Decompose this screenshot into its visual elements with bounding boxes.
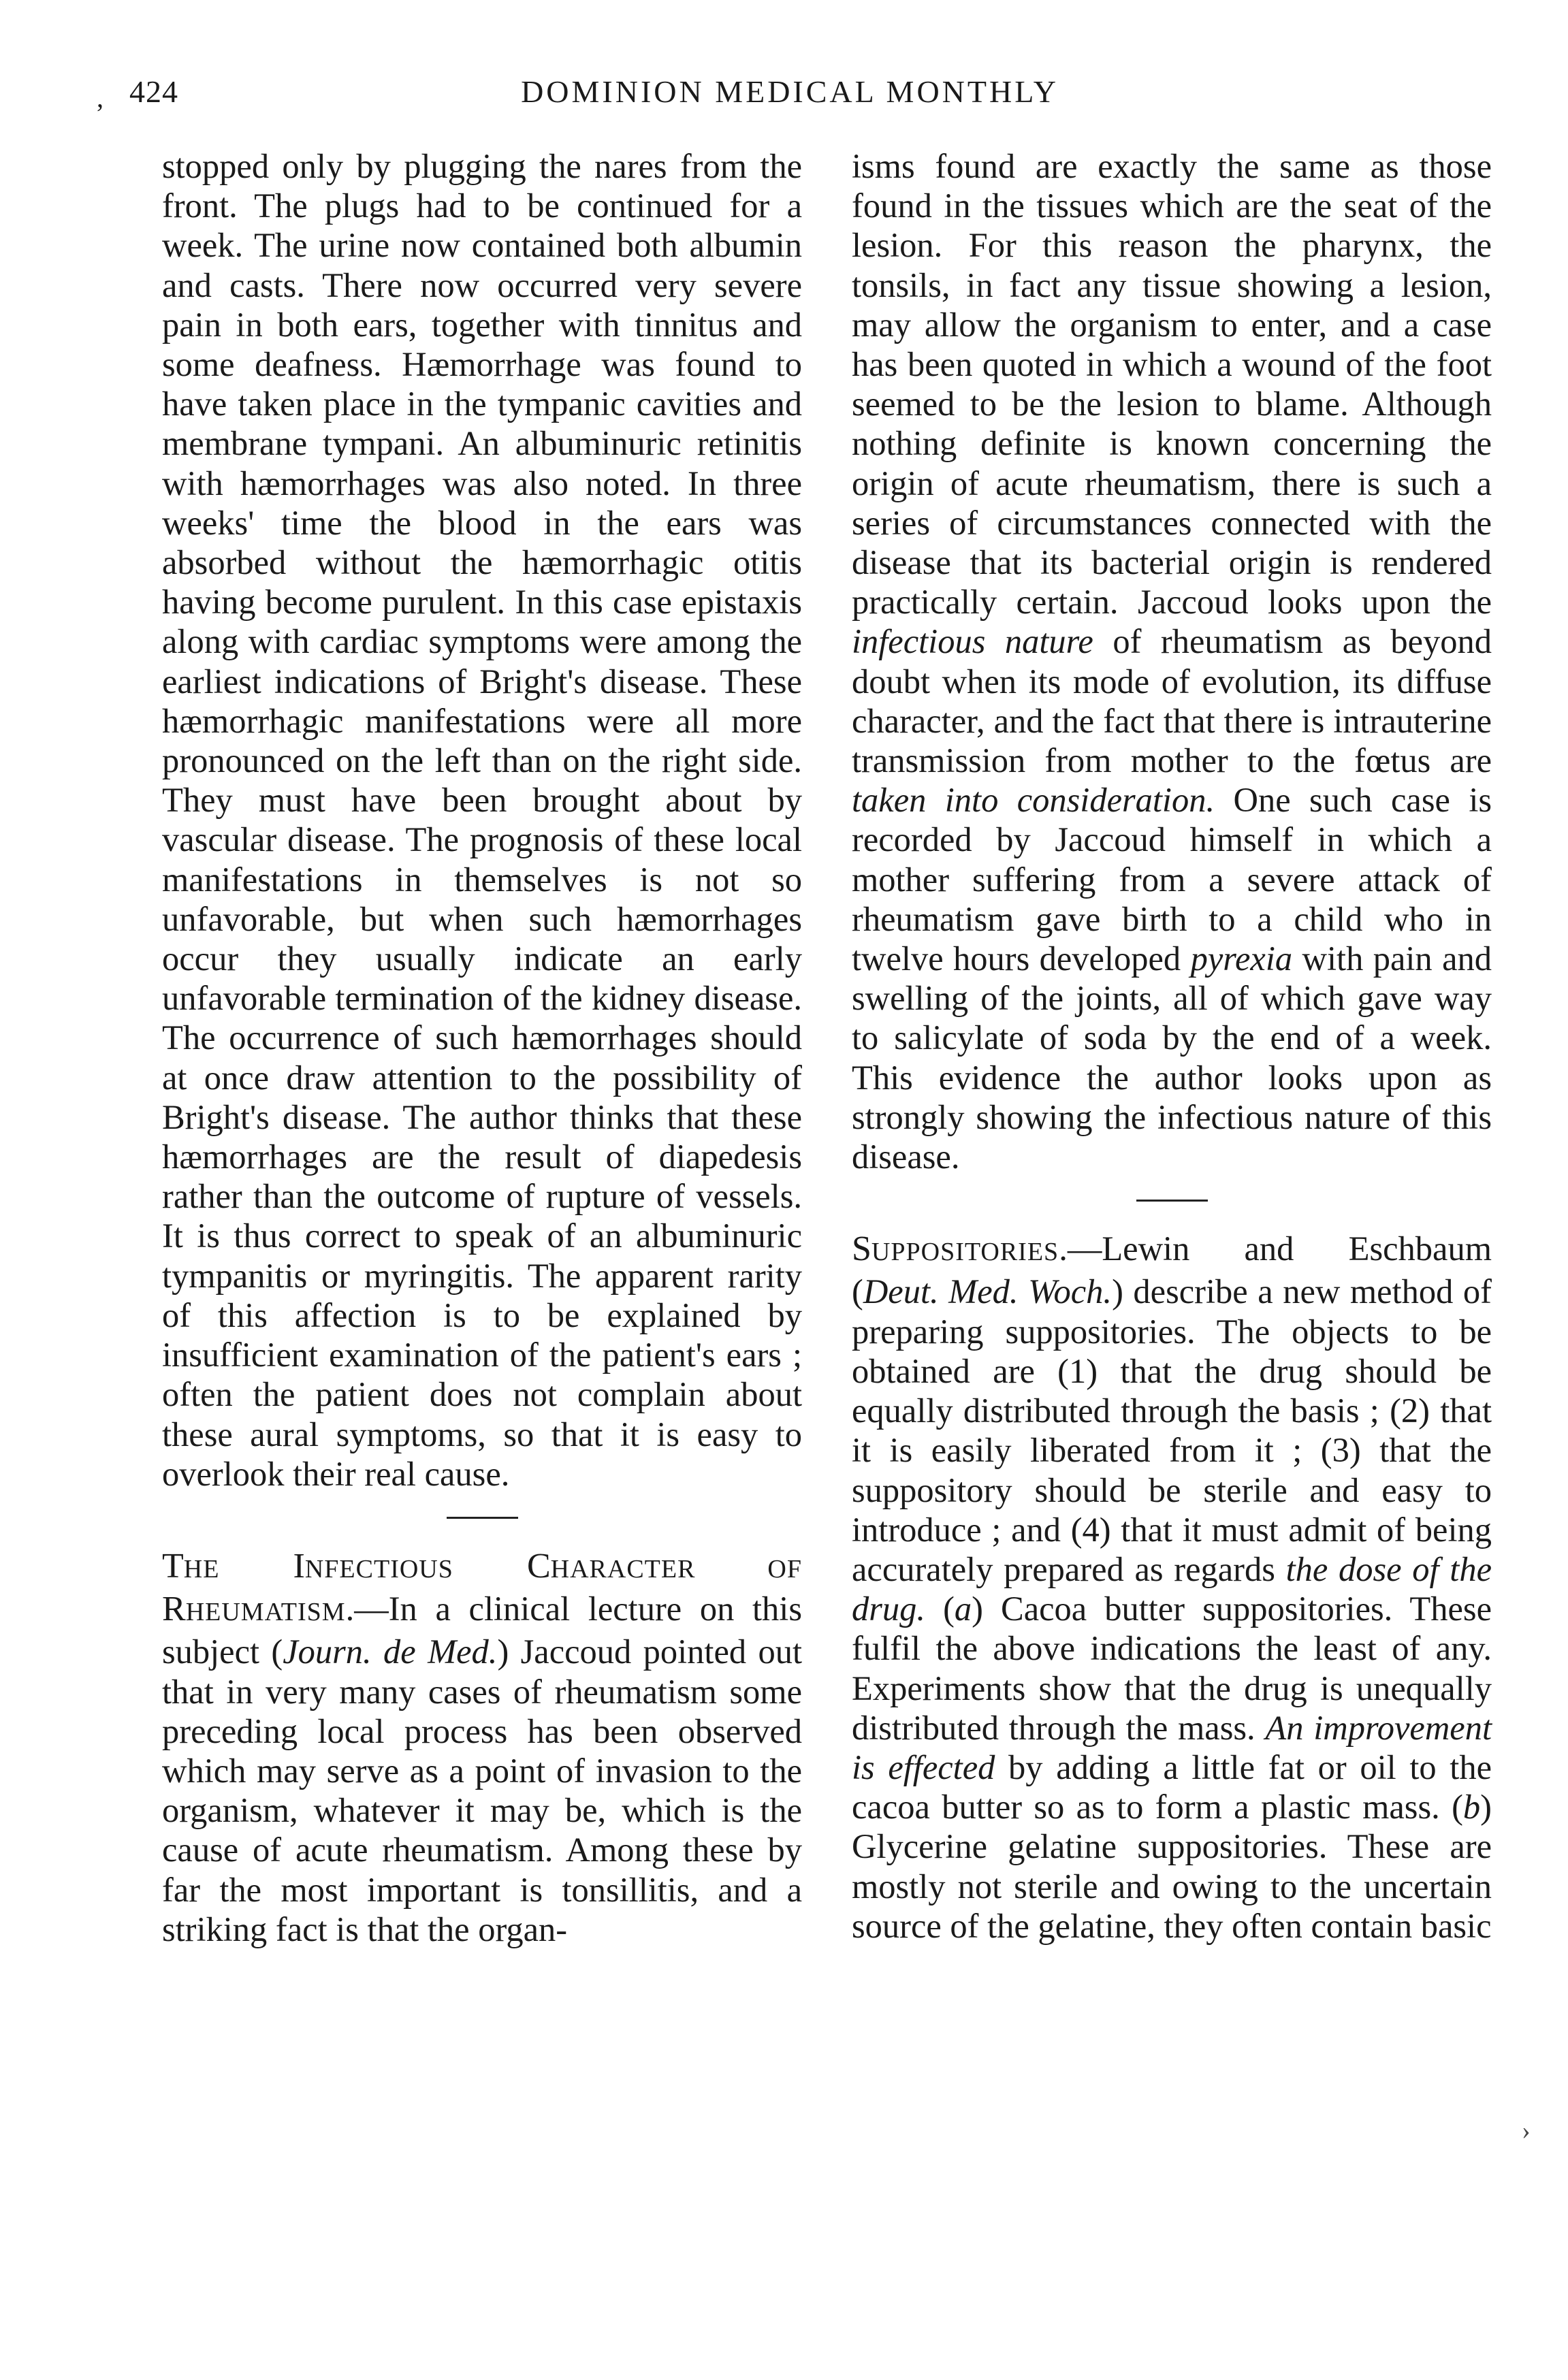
right-section-suppositories: SUPPOSITORIES.—Lewin and Eschbaum (Deut. Med. Woch.) describe a new method of preparing suppositories. The objects to be obtained are (1) that the drug should be equally distributed through the basis ; (2) that it is easily liberated from it ; (3) that the suppository should be sterile and easy to introduce ; and (4) that it must admit of being accurately prepared as regards the dose of the drug. (a) Cacoa butter suppositories. These fulfil the above indications the least of any. Experiments show that the drug is unequally distributed through the mass. An improvement is effected by adding a little fat or oil to the cacoa butter so as to form a plastic mass. (b) Glycerine gelatine suppositories. These are mostly not sterile and owing to the uncertain source of the gelatine, they often contain basic xyxy=(852,1229,1492,1945)
page-number: 424 xyxy=(129,74,178,109)
header-mark: , xyxy=(97,82,106,113)
left-column xyxy=(162,146,802,1949)
citation-journ-de-med: Journ. de Med. xyxy=(283,1633,498,1671)
margin-mark: › xyxy=(1522,2117,1531,2145)
section-heading-suppositories: SUPPOSITORIES xyxy=(852,1229,1059,1269)
right-column xyxy=(852,146,1492,1946)
citation-deut-med-woch: Deut. Med. Woch. xyxy=(863,1272,1113,1311)
page-header xyxy=(82,74,1498,121)
section-divider xyxy=(447,1517,518,1519)
section-divider xyxy=(1136,1200,1208,1202)
left-section-infectious-rheumatism: THE INFECTIOUS CHARACTER OF RHEUMATISM.—In a clinical lecture on this subject (Journ. de Med.) Jaccoud pointed out that in very many cases of rheumatism some preceding local process has been observed which may serve as a point of invasion to the organism, whatever it may be, which is the cause of acute rheumatism. Among these by far the most important is tonsillitis, and a striking fact is that the organ- xyxy=(162,1546,803,1948)
section-heading-infectious-rheumatism: THE INFECTIOUS CHARACTER OF RHEUMATISM xyxy=(162,1546,802,1629)
left-paragraph-1: stopped only by plugging the nares from the front. The plugs had to be continued for a week. The urine now contained both albumin and casts. There now occurred very severe pain in both ears, together with tinnitus and some deafness. Hæmorrhage was found to have taken place in the tympanic cavities and membrane tympani. An albuminuric retinitis with hæmorrhages was also noted. In three weeks' time the blood in the ears was absorbed without the hæmorrhagic otitis having become purulent. In this case epistaxis along with cardiac symptoms were among the earliest indications of Bright's disease. These hæmorrhagic manifestations were all more pronounced on the left than on the right side. They must have been brought about by vascular disease. The prognosis of these local manifestations in themselves is not so unfavorable, but when such hæmorrhages occur they usually indicate an early unfavorable termination of the kidney disease. The occurrence of such hæmorrhages should at once draw attention to the possibility of Bright's disease. The author thinks that these hæmorrhages are the result of diapedesis rather than the outcome of rupture of vessels. It is thus correct to speak of an albuminuric tympanitis or myringitis. The apparent rarity of this affection is to be explained by insufficient examination of the patient's ears ; often the patient does not complain about these aural symptoms, so that it is easy to overlook their real cause. xyxy=(162,147,802,1493)
journal-title: DOMINION MEDICAL MONTHLY xyxy=(521,74,1059,109)
right-paragraph-1: isms found are exactly the same as those found in the tissues which are the seat of the lesion. For this reason the pharynx, the tonsils, in fact any tissue showing a lesion, may allow the organism to enter, and a case has been quoted in which a wound of the foot seemed to be the lesion to blame. Although nothing definite is known concerning the origin of acute rheumatism, there is such a series of circumstances connected with the disease that its bacterial origin is rendered practically certain. Jaccoud looks upon the infectious nature of rheumatism as beyond doubt when its mode of evolution, its diffuse character, and the fact that there is intrauterine transmission from mother to the fœtus are taken into consideration. One such case is recorded by Jaccoud himself in which a mother suffering from a severe attack of rheumatism gave birth to a child who in twelve hours developed pyrexia with pain and swelling of the joints, all of which gave way to salicylate of soda by the end of a week. This evidence the author looks upon as strongly showing the infectious nature of this disease. xyxy=(852,147,1492,1176)
